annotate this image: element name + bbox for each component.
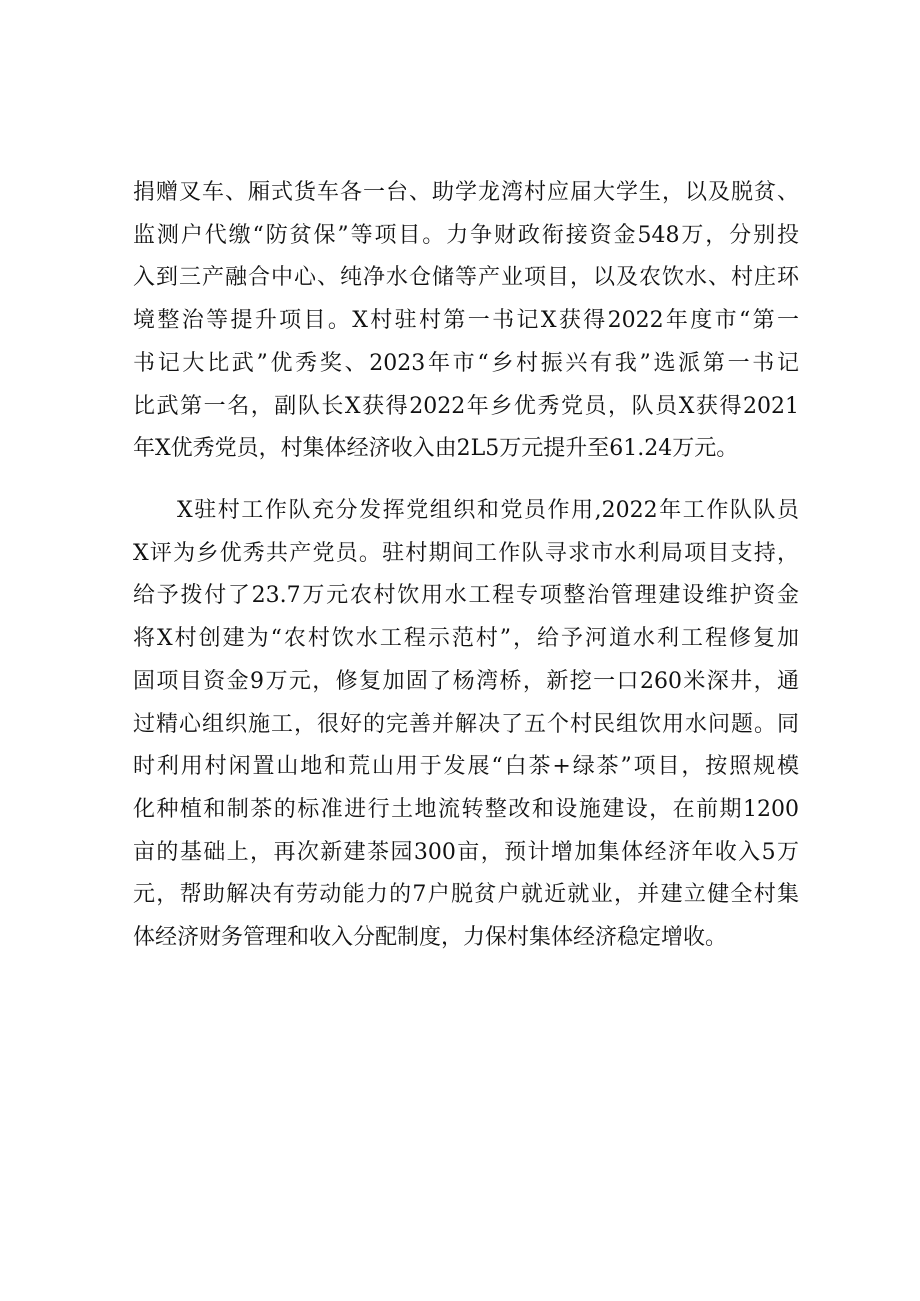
paragraph-line: 体经济财务管理和收入分配制度，力保村集体经济稳定增收。 — [133, 925, 728, 951]
paragraph-line: 境整治等提升项目。X村驻村第一书记X获得2022年度市“第一 — [133, 308, 799, 334]
paragraph-1 — [133, 172, 799, 471]
paragraph-line: 年X优秀党员，村集体经济收入由2L5万元提升至61.24万元。 — [133, 436, 739, 462]
paragraph-line: 亩的基础上，再次新建茶园300亩，预计增加集体经济年收入5万 — [133, 839, 799, 865]
paragraph-line: 入到三产融合中心、纯净水仓储等产业项目，以及农饮水、村庄环 — [133, 265, 799, 291]
paragraph-line: 书记大比武”优秀奖、2023年市“乡村振兴有我”选派第一书记 — [133, 350, 799, 376]
paragraph-line: 时利用村闲置山地和荒山用于发展“白茶+绿茶”项目，按照规模 — [133, 754, 799, 780]
paragraph-line: 给予拨付了23.7万元农村饮用水工程专项整治管理建设维护资金 — [133, 583, 799, 609]
paragraph-line: 监测户代缴“防贫保”等项目。力争财政衔接资金548万，分别投 — [133, 222, 799, 248]
paragraph-line: 比武第一名，副队长X获得2022年乡优秀党员，队员X获得2021 — [133, 393, 799, 419]
paragraph-line: 过精心组织施工，很好的完善并解决了五个村民组饮用水问题。同 — [133, 711, 799, 737]
paragraph-line: 捐赠叉车、厢式货车各一台、助学龙湾村应届大学生，以及脱贫、 — [133, 180, 799, 205]
paragraph-line: 化种植和制茶的标准进行土地流转整改和设施建设，在前期1200 — [133, 796, 799, 822]
paragraph-line: 固项目资金9万元，修复加固了杨湾桥，新挖一口260米深井，通 — [133, 668, 799, 694]
paragraph-line: 元，帮助解决有劳动能力的7户脱贫户就近就业，并建立健全村集 — [133, 882, 799, 908]
paragraph-line: 将X村创建为“农村饮水工程示范村”，给予河道水利工程修复加 — [133, 626, 799, 652]
paragraph-line: X驻村工作队充分发挥党组织和党员作用,2022年工作队队员 — [177, 498, 799, 523]
paragraph-2 — [133, 490, 799, 960]
paragraph-line: X评为乡优秀共产党员。驻村期间工作队寻求市水利局项目支持， — [133, 540, 799, 566]
